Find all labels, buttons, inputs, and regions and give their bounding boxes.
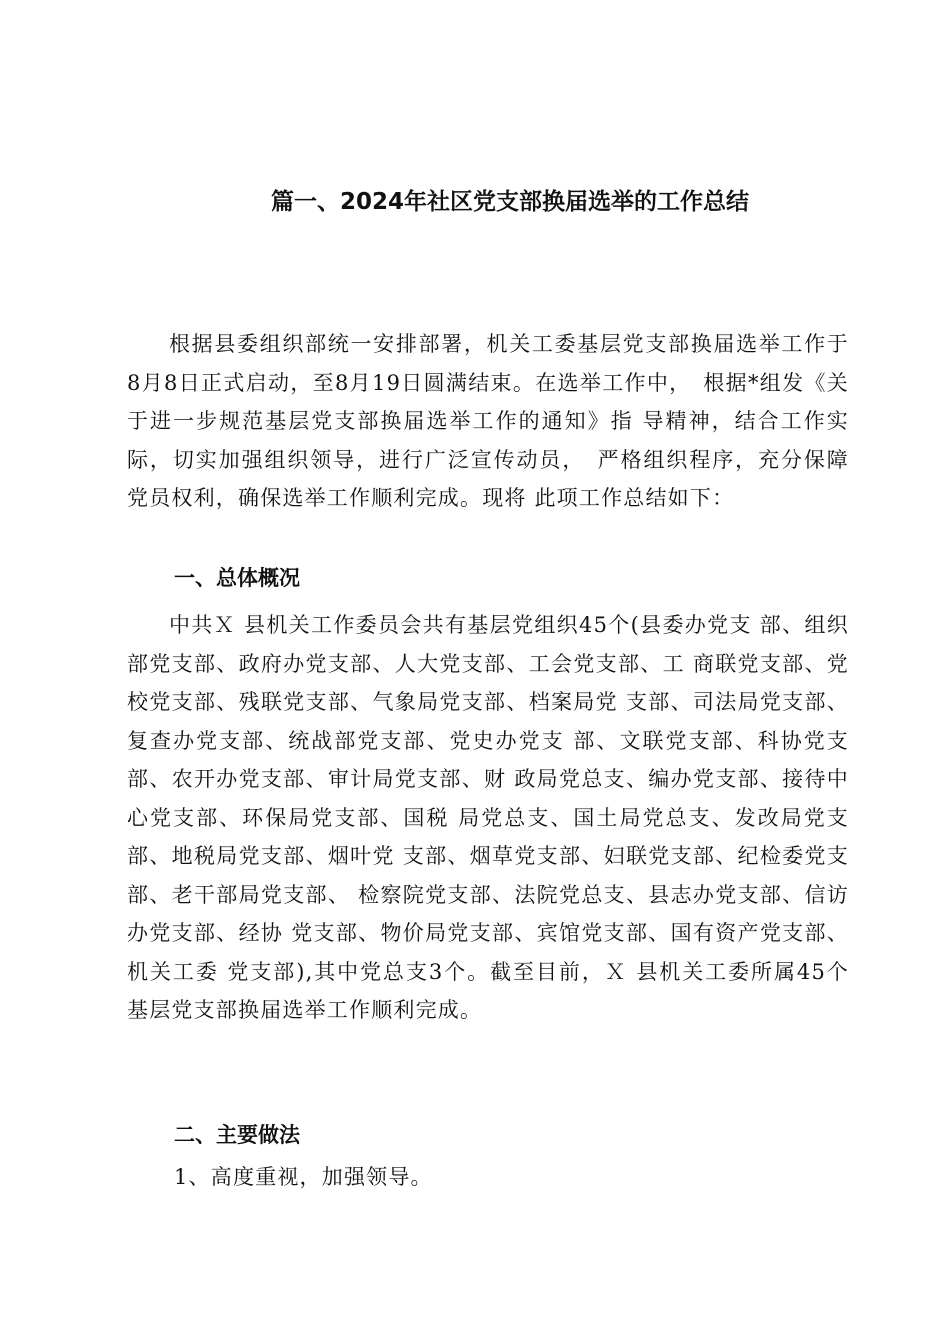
document-title: 篇一、2024年社区党支部换届选举的工作总结: [270, 189, 749, 215]
section-heading-practices: 二、主要做法: [174, 1123, 300, 1147]
intro-paragraph: 根据县委组织部统一安排部署，机关工委基层党支部换届选举工作于8月8日正式启动，至8月19日圆满结束。在选举工作中， 根据*组发《关于进一步规范基层党支部换届选举工作的通知》指 导精神，结合工作实际，切实加强组织领导，进行广泛宣传动员， 严格组织程序，充分保障党员权利，确保选举工作顺利完成。现将 此项工作总结如下：: [127, 332, 849, 510]
overview-paragraph: 中共Ｘ 县机关工作委员会共有基层党组织45个(县委办党支 部、组织部党支部、政府办党支部、人大党支部、工会党支部、工 商联党支部、党校党支部、残联党支部、气象局党支部、档案局党 支部、司法局党支部、复查办党支部、统战部党支部、党史办党支 部、文联党支部、科协党支部、农开办党支部、审计局党支部、财 政局党总支、编办党支部、接待中心党支部、环保局党支部、国税 局党总支、国土局党总支、发改局党支部、地税局党支部、烟叶党 支部、烟草党支部、妇联党支部、纪检委党支部、老干部局党支部、 检察院党支部、法院党总支、县志办党支部、信访办党支部、经协 党支部、物价局党支部、宾馆党支部、国有资产党支部、机关工委 党支部),其中党总支3个。截至目前，Ｘ 县机关工委所属45个 基层党支部换届选举工作顺利完成。: [127, 613, 849, 1022]
practice-item-1: 1、高度重视，加强领导。: [174, 1165, 433, 1189]
section-heading-overview: 一、总体概况: [174, 566, 300, 590]
